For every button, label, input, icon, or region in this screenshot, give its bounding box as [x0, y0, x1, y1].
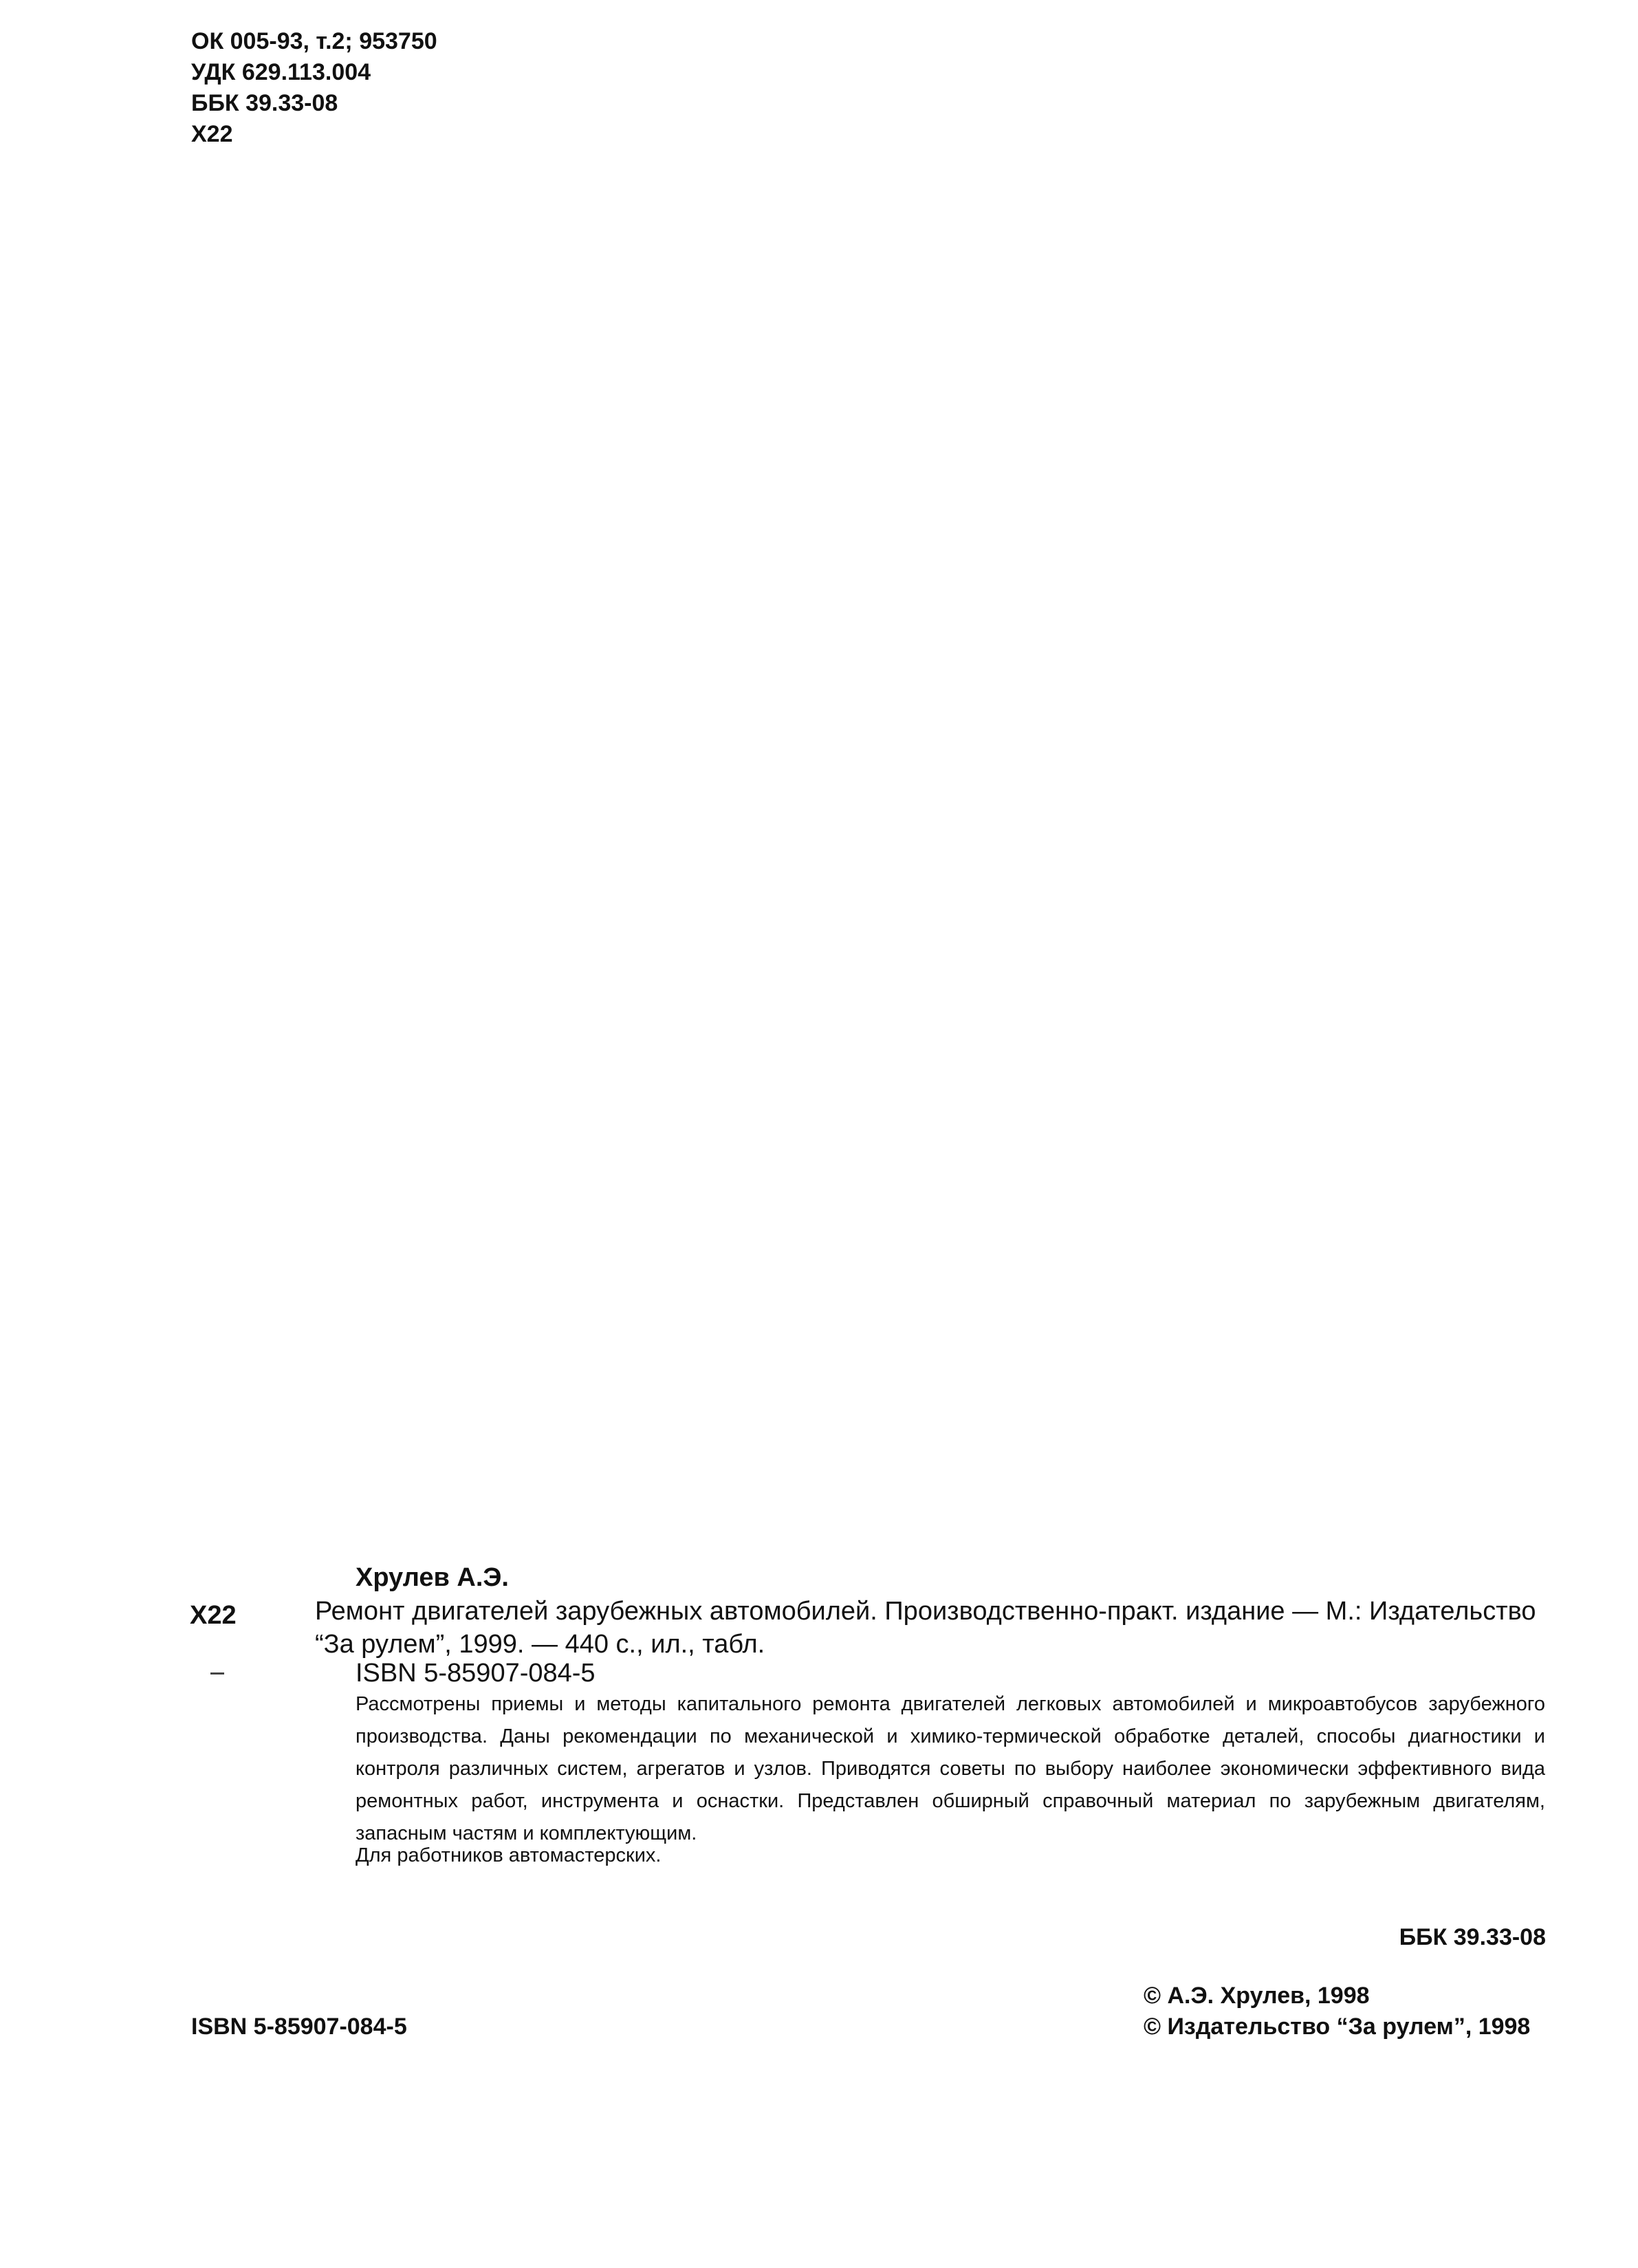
copyright-block [1144, 1981, 1530, 2042]
bbk-code-right: ББК 39.33-08 [1399, 1924, 1546, 1950]
ok-code: ОК 005-93, т.2; 953750 [191, 28, 437, 54]
bbk-code: ББК 39.33-08 [191, 90, 338, 116]
udk-code: УДК 629.113.004 [191, 59, 371, 85]
book-annotation [356, 1688, 1545, 1850]
book-title: Ремонт двигателей зарубежных автомобилей. Производственно-практ. издание — М.: Издательство “За рулем”, 1999. — 440 с., ил., табл. [315, 1597, 1536, 1659]
book-author: Хрулев А.Э. [356, 1563, 509, 1592]
annotation-text: Рассмотрены приемы и методы капитального ремонта двигателей легковых автомобилей и микроавтобусов зарубежного производства. Даны рекомендации по механической и химико-термической обработке деталей, способы диагностики и контроля различных систем, агрегатов и узлов. Приводятся советы по выбору наиболее экономически эффективного вида ремонтных работ, инструмента и оснастки. Представлен обширный справочный материал по зарубежным двигателям, запасным частям и комплектующим. [356, 1693, 1545, 1844]
author-mark: Х22 [191, 121, 233, 147]
margin-mark [210, 1672, 224, 1675]
copyright-publisher: © Издательство “За рулем”, 1998 [1144, 2014, 1531, 2040]
target-audience: Для работников автомастерских. [356, 1844, 662, 1866]
entry-isbn: ISBN 5-85907-084-5 [356, 1659, 596, 1688]
copyright-author: © А.Э. Хрулев, 1998 [1144, 1983, 1370, 2009]
entry-index: Х22 [190, 1601, 237, 1630]
classification-codes [191, 26, 437, 150]
isbn-bottom: ISBN 5-85907-084-5 [191, 2014, 407, 2040]
